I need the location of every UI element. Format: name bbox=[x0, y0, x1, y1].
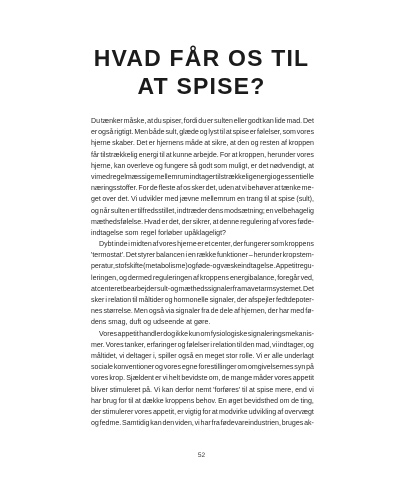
body-line: og når sulten er tilfredsstillet, indtræder dens modsætning; en velbehagelig bbox=[91, 207, 314, 215]
body-line: hjerne, kan overleve og fungere så godt som muligt, er det nødvendigt, at bbox=[91, 162, 314, 170]
body-text bbox=[91, 116, 314, 429]
body-line: vi med regelmæssige mellemrum indtager tilstrækkelig energi og essentielle bbox=[91, 173, 314, 181]
page-number: 52 bbox=[197, 452, 206, 459]
body-line: Vores appetit handler dog ikke kun om fysiologiske signaleringsmekanis- bbox=[99, 330, 314, 338]
body-line: har brug for til at dække kroppens behov. En øget bevidsthed om de ting, bbox=[91, 397, 314, 405]
body-line: 'termostat'. Det styrer balancen i en række funktioner – herunder kropstem- bbox=[91, 252, 314, 260]
body-line: og fedme. Samtidig kan den viden, vi har fra fødevareindustrien, bruges ak- bbox=[91, 420, 314, 428]
body-line: mer. Vores tanker, erfaringer og følelser i relation til den mad, vi indtager, og bbox=[91, 341, 314, 349]
body-line: der stimulerer vores appetit, er vigtig for at modvirke udvikling af overvægt bbox=[91, 408, 314, 416]
body-line: at centeret bearbejder sult- og mæthedssignaler fra mavetarmsystemet. Det bbox=[91, 285, 314, 293]
body-line: peratur, stofskifte (metabolisme) og føde- og væskeindtagelse. Appetitregu- bbox=[91, 263, 314, 271]
body-line: Dybt inde i midten af vores hjerne er et center, der fungerer som kroppens bbox=[99, 241, 314, 249]
body-line: mæthedsfølelse. Hvad er det, der sikrer, at denne regulering af vores føde- bbox=[91, 218, 314, 226]
body-line: vores krop. Sjældent er vi helt bevidste om, de mange måder vores appetit bbox=[91, 375, 314, 383]
chapter-title-line-1: HVAD FÅR OS TIL bbox=[93, 45, 310, 71]
body-line: sociale konventioner og vores egne forestillinger om omgivelsernes syn på bbox=[91, 364, 314, 372]
chapter-title bbox=[0, 44, 403, 100]
body-line: get over det. Vi udvikler med jævne mellemrum en trang til at spise (sult), bbox=[91, 196, 314, 204]
body-line: leringen, og dermed reguleringen af kroppens energibalance, foregår ved, bbox=[91, 274, 314, 282]
body-line: er også rigtigt. Men både sult, glæde og lyst til at spise er følelser, som vores bbox=[91, 129, 314, 137]
body-line: måltidet, vi deltager i, spiller også en meget stor rolle. Vi er alle underlagt bbox=[91, 352, 314, 360]
body-line: dens smag, duft og udseende at gøre. bbox=[91, 319, 211, 327]
body-line: hjerne skaber. Det er hjernens måde at sikre, at den og resten af kroppen bbox=[91, 140, 314, 148]
body-line: Du tænker måske, at du spiser, fordi du er sulten eller godt kan lide mad. Det bbox=[91, 118, 314, 125]
body-line: næringsstoffer. For de fleste af os sker det, uden at vi behøver at tænke me- bbox=[91, 185, 314, 193]
body-line: bliver stimuleret på. Vi kan derfor nemt 'forføres' til at spise mere, end vi bbox=[91, 386, 314, 394]
body-line: indtagelse som regel forløber upåklageligt? bbox=[91, 229, 226, 237]
body-line: nes størrelse. Men også via signaler fra de dele af hjernen, der har med fø- bbox=[91, 308, 314, 316]
chapter-title-line-2: AT SPISE? bbox=[137, 73, 266, 99]
body-line: får tilstrækkelig energi til at kunne arbejde. For at kroppen, herunder vores bbox=[91, 151, 314, 159]
body-line: sker i relation til måltider og hormonelle signaler, der afspejler fedtdepoter- bbox=[91, 297, 314, 304]
